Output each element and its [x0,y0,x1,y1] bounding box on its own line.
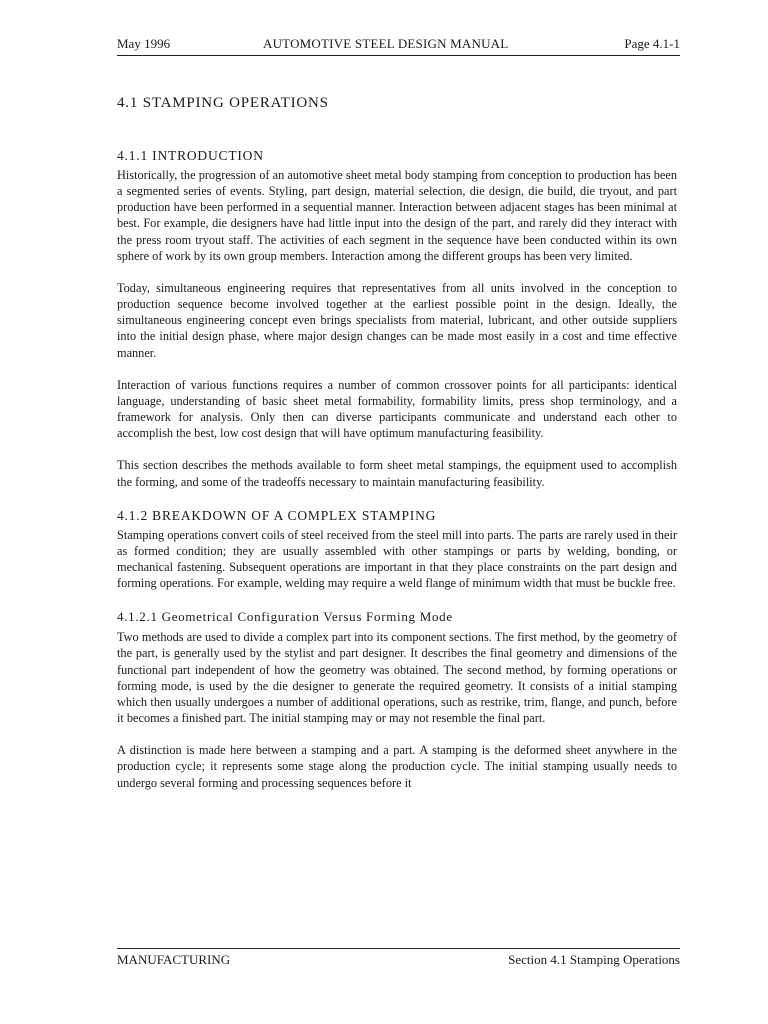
header-date: May 1996 [117,36,171,51]
header-page-number: Page 4.1-1 [624,36,680,51]
breakdown-paragraph-1: Stamping operations convert coils of steel received from the steel mill into parts. The parts are rarely used in their as formed condition; they are usually assembled with other stampings or parts by welding, bonding, or mechanical fastening. Subsequent operations are important in that they place constraints on the part design and forming operations. For example, welding may require a weld flange of minimum width that must be buckle free. [117,527,677,591]
geometrical-paragraph-1: Two methods are used to divide a complex part into its component sections. The first method, by the geometry of the part, is generally used by the stylist and part designer. It describes the final geometry and dimensions of the functional part independent of how the geometry was obtained. The second method, by forming operations or forming mode, is used by the die designer to generate the required geometry. It consists of a initial stamping which then usually undergoes a number of additional operations, such as restrike, trim, flange, and punch, before it becomes a finished part. The initial stamping may or may not resemble the final part. [117,630,677,726]
intro-paragraph-1: Historically, the progression of an automotive sheet metal body stamping from conception to production has been a segmented series of events. Styling, part design, material selection, die design, die build, die tryout, and part production have been performed in a sequential manner. Interaction between adjacent stages has been minimal at best. For example, die designers have had little input into the design of the part, and rarely did they interact with the press room tryout staff. The activities of each segment in the sequence have been conducted within its own sphere of work by its own group members. Interaction among the different groups has been very limited. [117,168,677,263]
section-title: 4.1 STAMPING OPERATIONS [117,95,329,111]
intro-paragraph-4: This section describes the methods available to form sheet metal stampings, the equipment used to accomplish the forming, and some of the tradeoffs necessary to maintain manufacturing feasibility. [117,458,677,489]
footer-category: MANUFACTURING [117,952,231,967]
page-content [117,93,677,791]
page-header [117,35,680,56]
geometrical-heading: 4.1.2.1 Geometrical Configuration Versus Forming Mode [117,609,453,625]
header-title: AUTOMOTIVE STEEL DESIGN MANUAL [263,36,509,51]
intro-paragraph-3: Interaction of various functions requires a number of common crossover points for all participants: identical language, understanding of basic sheet metal formability, formability limits, press shop terminology, and a framework for analysis. Only then can diverse participants communicate and understand each other to accomplish the best, low cost design that will have optimum manufacturing feasibility. [117,377,677,441]
footer-section: Section 4.1 Stamping Operations [508,952,680,967]
intro-paragraph-2: Today, simultaneous engineering requires that representatives from all units involved in the conception to production sequence become involved together at the earliest possible point in the design. Ideally, the simultaneous engineering concept even brings specialists from material, lubricant, and other outside suppliers into the initial design phase, where major design changes can be made most easily in a cost and time effective manner. [117,280,677,360]
page-footer [117,948,680,971]
intro-heading: 4.1.1 INTRODUCTION [117,148,264,163]
breakdown-heading: 4.1.2 BREAKDOWN OF A COMPLEX STAMPING [117,507,437,523]
geometrical-paragraph-2: A distinction is made here between a stamping and a part. A stamping is the deformed sheet anywhere in the production cycle; it represents some stage along the production cycle. The initial stamping usually needs to undergo several forming and processing sequences before it [117,743,677,790]
